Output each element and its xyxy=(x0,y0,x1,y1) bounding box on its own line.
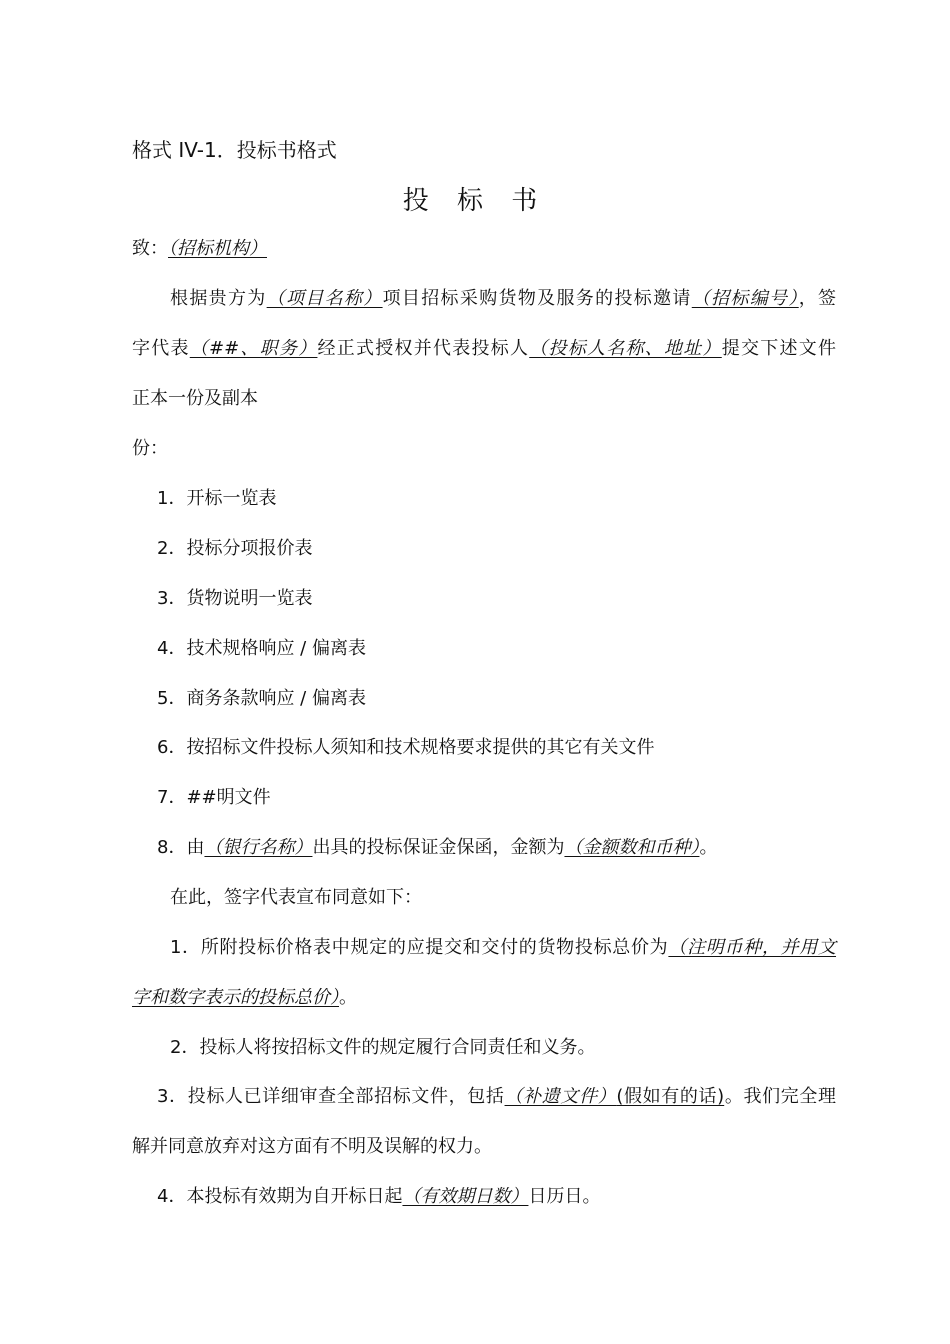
clause-3-line-1 xyxy=(157,1085,836,1109)
clause-1-line-1 xyxy=(170,936,836,960)
intro-line-3: 正本一份及副本 xyxy=(132,388,258,409)
intro-line-1 xyxy=(170,287,836,311)
list-item: 1．开标一览表 xyxy=(157,488,277,509)
clause-text: 。 xyxy=(339,987,357,1008)
tender-agency-field: （招标机构） xyxy=(168,238,267,259)
addressee-line xyxy=(132,237,267,261)
intro-text: 经正式授权并代表投标人 xyxy=(317,338,530,359)
list-item: 2．投标分项报价表 xyxy=(157,538,313,559)
list-item: 4．技术规格响应 / 偏离表 xyxy=(157,638,366,659)
intro-line-4: 份： xyxy=(132,438,168,459)
intro-text: 项目招标采购货物及服务的投标邀请 xyxy=(382,288,692,309)
item8-text: 8．由 xyxy=(157,837,205,858)
intro-line-2 xyxy=(132,337,836,361)
total-price-field-cont: 字和数字表示的投标总价） xyxy=(132,987,339,1008)
item8-text: 。 xyxy=(699,837,718,858)
list-item: 5．商务条款响应 / 偏离表 xyxy=(157,688,366,709)
clause-text: 。我们完全理 xyxy=(724,1086,837,1107)
project-name-field: （项目名称） xyxy=(266,288,383,309)
clause-1-line-2 xyxy=(132,986,357,1010)
clause-text: 3．投标人已详细审查全部招标文件，包括 xyxy=(157,1086,505,1107)
total-price-field: （注明币种，并用文 xyxy=(668,937,837,958)
declaration-line: 在此，签字代表宣布同意如下： xyxy=(170,887,422,908)
if-any-note: (假如有的话) xyxy=(616,1086,725,1107)
clause-2-line: 2．投标人将按招标文件的规定履行合同责任和义务。 xyxy=(170,1037,596,1058)
clause-3-line-2: 解并同意放弃对这方面有不明及误解的权力。 xyxy=(132,1136,492,1157)
amount-currency-field: （金额数和币种） xyxy=(564,837,700,858)
list-item: 6．按招标文件投标人须知和技术规格要求提供的其它有关文件 xyxy=(157,737,655,758)
list-item: 3．货物说明一览表 xyxy=(157,588,313,609)
clause-text: 1．所附投标价格表中规定的应提交和交付的货物投标总价为 xyxy=(170,937,669,958)
document-title: 投 标 书 xyxy=(402,186,548,216)
list-item: 7．##明文件 xyxy=(157,787,271,808)
clause-4-line xyxy=(157,1185,600,1209)
item8-text: 出具的投标保证金保函，金额为 xyxy=(312,837,565,858)
clause-text: 日历日。 xyxy=(528,1186,601,1207)
addendum-field: （补遗文件） xyxy=(504,1086,617,1107)
to-label: 致： xyxy=(132,238,168,259)
bank-name-field: （银行名称） xyxy=(204,837,313,858)
validity-days-field: （有效期日数） xyxy=(402,1186,529,1207)
intro-text: 根据贵方为 xyxy=(170,288,267,309)
clause-text: 4．本投标有效期为自开标日起 xyxy=(157,1186,403,1207)
intro-text: 提交下述文件 xyxy=(721,338,837,359)
intro-text: 字代表 xyxy=(132,338,190,359)
list-item-8 xyxy=(157,836,717,860)
section-heading: 格式 IV-1．投标书格式 xyxy=(132,138,337,162)
intro-text: ，签 xyxy=(798,288,837,309)
representative-field: （##、职务） xyxy=(189,338,318,359)
tender-number-field: （招标编号） xyxy=(691,288,799,309)
bidder-name-address-field: （投标人名称、地址） xyxy=(529,338,722,359)
